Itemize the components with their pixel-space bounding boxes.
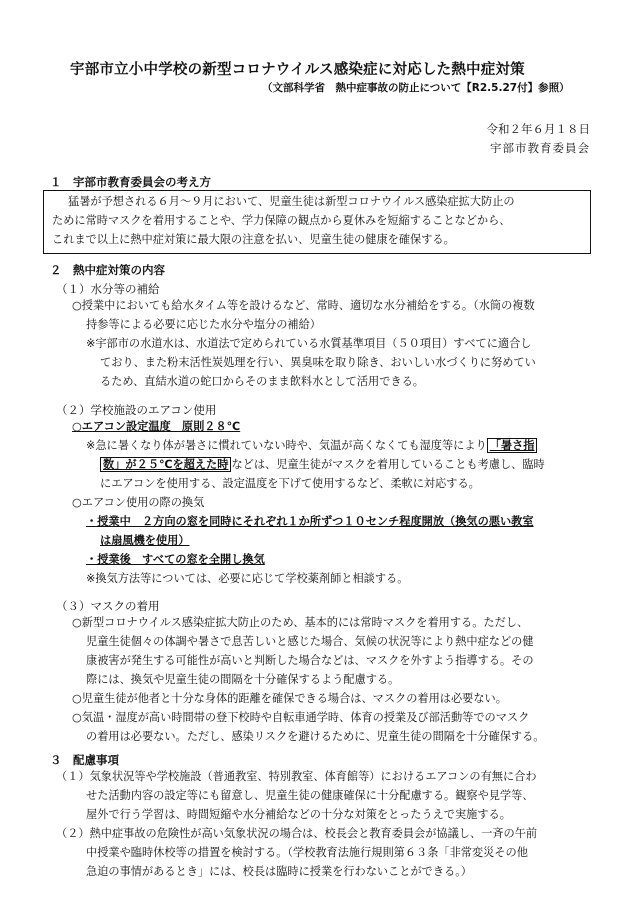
document-subtitle: （文部科学省 熱中症事故の防止について【R2.5.27付】参照） <box>262 82 570 94</box>
section1-line-1: 猛暑が予想される６月～９月において、児童生徒は新型コロナウイルス感染症拡大防止の <box>68 195 515 208</box>
document-organization: 宇部市教育委員会 <box>490 141 590 155</box>
mask-line-6: ○気温・湿度が高い時間帯の登下校時や自転車通学時、体育の授業及び部活動等でのマスク <box>72 711 530 724</box>
water-line-1: ○授業中においても給水タイム等を設けるなど、常時、適切な水分補給をする。（水筒の複数 <box>72 299 535 312</box>
water-note-line-1: ※宇部市の水道水は、水道法で定められている水質基準項目（５０項目）すべてに適合し <box>86 337 532 350</box>
section2-sub1-heading: （１）水分等の補給 <box>56 282 160 296</box>
consideration-line-6: 急迫の事情があるとき」には、校長は臨時に授業を行わないことができる。） <box>86 865 472 878</box>
mask-line-5: ○児童生徒が他者と十分な身体的距離を確保できる場合は、マスクの着用は必要ない。 <box>72 692 507 705</box>
heat-index-highlight-1: 「暑さ指 <box>487 438 538 453</box>
section1-line-3: これまで以上に熱中症対策に最大限の注意を払い、児童生徒の健康を確保する。 <box>52 233 455 246</box>
document-date: 令和２年６月１８日 <box>486 122 590 136</box>
aircon-note-text-a: ※急に暑くなり体が暑さに慣れていない時や、気温が高くなくても湿度等により <box>86 439 487 452</box>
ventilation-note: ※換気方法等については、必要に応じて学校薬剤師と相談する。 <box>86 572 409 585</box>
mask-line-3: 康被害が発生する可能性が高いと判断した場合などは、マスクを外すよう指導する。その <box>86 654 534 667</box>
section2-heading: ２ 熱中症対策の内容 <box>50 263 165 277</box>
consideration-line-4: （２）熱中症事故の危険性が高い気象状況の場合は、校長会と教育委員会が協議し、一斉の午前 <box>56 827 538 840</box>
section2-sub3-heading: （３）マスクの着用 <box>56 599 160 613</box>
aircon-note-line-2 <box>100 455 545 474</box>
section1-heading: １ 宇部市教育委員会の考え方 <box>50 175 211 189</box>
aircon-note-text-b: などは、児童生徒がマスクを着用していることも考慮し、臨時 <box>231 458 545 471</box>
mask-line-1: ○新型コロナウイルス感染症拡大防止のため、基本的には常時マスクを着用する。ただし、 <box>72 616 529 629</box>
aircon-setting: ○エアコン設定温度 原則２８℃ <box>72 420 241 433</box>
mask-line-2: 児童生徒個々の体調や暑さで息苦しいと感じた場合、気候の状況等により熱中症などの健 <box>86 635 534 648</box>
water-note-line-3: るため、直結水道の蛇口からそのまま飲料水として活用できる。 <box>100 375 424 388</box>
consideration-line-5: 中授業や臨時休校等の措置を検討する。（学校教育法施行規則第６３条「非常変災その他 <box>86 846 528 859</box>
water-note-line-2: ており、また粉末活性炭処理を行い、異臭味を取り除き、おいしい水づくりに努めてい <box>100 356 536 369</box>
consideration-line-1: （１）気象状況等や学校施設（普通教室、特別教室、体育館等）におけるエアコンの有無に合わ <box>56 770 537 783</box>
aircon-note-line-1 <box>86 436 537 455</box>
ventilation-heading: ○エアコン使用の際の換気 <box>72 496 205 509</box>
consideration-line-2: せた活動内容の設定等にも留意し、児童生徒の健康確保に十分配慮する。観察や見学等、 <box>86 789 534 802</box>
mask-line-4: 際には、換気や児童生徒の間隔を十分確保するよう配慮する。 <box>86 673 400 686</box>
ventilation-after-class: ・授業後 すべての窓を全開し換気 <box>86 553 265 566</box>
ventilation-during-class-line-1: ・授業中 ２方向の窓を同時にそれぞれ１か所ずつ１０センチ程度開放（換気の悪い教室 <box>86 515 534 528</box>
section1-line-2: ために常時マスクを着用することや、学力保障の観点から夏休みを短縮することなどから、 <box>52 214 511 227</box>
ventilation-during-class-line-2: は扇風機を使用） <box>100 534 190 547</box>
mask-line-7: の着用は必要ない。ただし、感染リスクを避けるために、児童生徒の間隔を十分確保する。 <box>86 730 545 743</box>
aircon-note-line-3: にエアコンを使用する、設定温度を下げて使用するなど、柔軟に対応する。 <box>100 477 480 490</box>
document-title: 宇部市立小中学校の新型コロナウイルス感染症に対応した熱中症対策 <box>70 62 525 78</box>
heat-index-highlight-2: 数」が２５℃を超えた時 <box>100 457 231 472</box>
consideration-line-3: 屋外で行う学習は、時間短縮や水分補給などの十分な対策をとったうえで実施する。 <box>86 808 511 821</box>
water-line-2: 持参等による必要に応じた水分や塩分の補給） <box>86 318 321 331</box>
section3-heading: ３ 配慮事項 <box>50 753 119 767</box>
section2-sub2-heading: （２）学校施設のエアコン使用 <box>56 403 217 417</box>
